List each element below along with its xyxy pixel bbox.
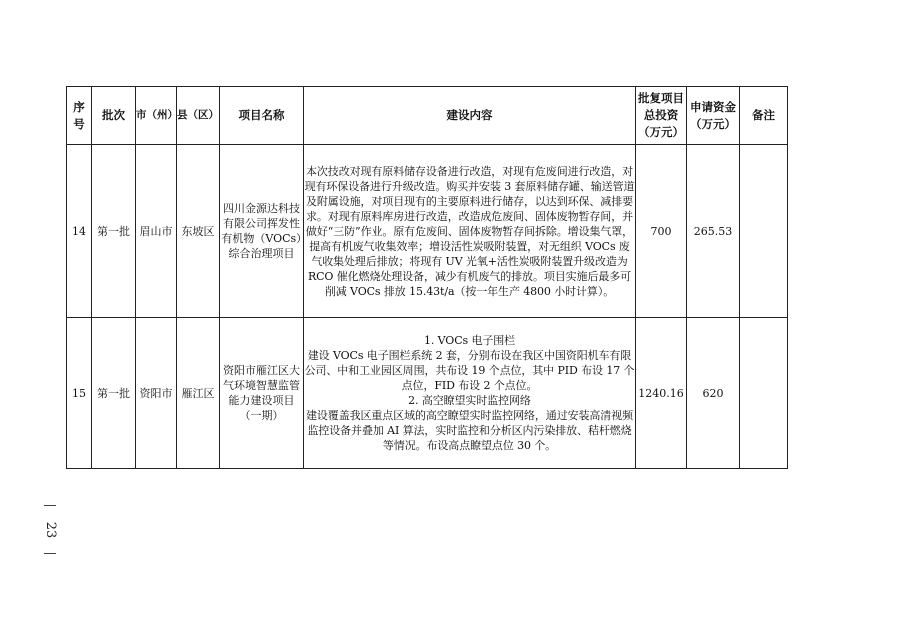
cell-city: 眉山市	[136, 145, 177, 318]
cell-project-name: 四川金源达科技有限公司挥发性有机物（VOCs）综合治理项目	[220, 145, 304, 318]
page-number-value: 23	[43, 521, 58, 539]
cell-city: 资阳市	[136, 318, 177, 469]
cell-batch: 第一批	[92, 145, 136, 318]
cell-content	[304, 145, 636, 318]
cell-project-name: 资阳市雁江区大气环境智慧监管能力建设项目（一期）	[220, 318, 304, 469]
cell-note	[740, 318, 788, 469]
table-row	[67, 318, 788, 469]
header-note: 备注	[740, 87, 788, 145]
cell-batch: 第一批	[92, 318, 136, 469]
cell-note	[740, 145, 788, 318]
header-approved: 批复项目总投资（万元）	[636, 87, 687, 145]
page-number	[38, 498, 62, 562]
page-dash-bottom: —	[43, 546, 57, 561]
header-batch: 批次	[92, 87, 136, 145]
content-paragraph: 建设 VOCs 电子围栏系统 2 套，分别布设在我区中国资阳机车有限公司、中和工业园区周围，共布设 19 个点位，其中 PID 布设 17 个点位，FID 布设 2 个点位。	[304, 349, 635, 392]
cell-approved: 700	[636, 145, 687, 318]
table-header-row	[67, 87, 788, 145]
cell-applied: 265.53	[687, 145, 740, 318]
header-applied: 申请资金（万元）	[687, 87, 740, 145]
cell-seq: 14	[67, 145, 92, 318]
cell-approved: 1240.16	[636, 318, 687, 469]
content-heading: 1. VOCs 电子围栏	[423, 334, 516, 347]
table-row	[67, 145, 788, 318]
header-county: 县（区）	[177, 87, 220, 145]
project-table	[66, 86, 788, 469]
content-paragraph: 建设覆盖我区重点区域的高空瞭望实时监控网络，通过安装高清视频监控设备并叠加 AI 算法，实时监控和分析区内污染排放、秸杆燃烧等情况。布设高点瞭望点位 30 个。	[306, 409, 633, 452]
cell-content	[304, 318, 636, 469]
cell-seq: 15	[67, 318, 92, 469]
header-seq: 序号	[67, 87, 92, 145]
content-heading: 2. 高空瞭望实时监控网络	[408, 394, 531, 407]
header-content: 建设内容	[304, 87, 636, 145]
header-city: 市（州）	[136, 87, 177, 145]
cell-county: 雁江区	[177, 318, 220, 469]
cell-applied: 620	[687, 318, 740, 469]
header-name: 项目名称	[220, 87, 304, 145]
page-dash-top: —	[43, 498, 57, 513]
cell-county: 东坡区	[177, 145, 220, 318]
content-paragraph: 本次技改对现有原料储存设备进行改造，对现有危废间进行改造，对现有环保设备进行升级改造。购买并安装 3 套原料储存罐、输送管道及附属设施，对项目现有的主要原料进行储存，以达到环保、减排要求。对现有原料库房进行改造，改造成危废间、固体废物暂存间，并做好“三防”作业。原有危废间、固体废物暂存间拆除。增设集气罩，提高有机废气收集效率；增设活性炭吸附装置，对无组织 VOCs 废气收集处理后排放；将现有 UV 光氧+活性炭吸附装置升级改造为 RCO 催化燃烧处理设备，减少有机废气的排放。项目实施后最多可削减 VOCs 排放 15.43t/a（按一年生产 4800 小时计算）。	[304, 164, 635, 298]
